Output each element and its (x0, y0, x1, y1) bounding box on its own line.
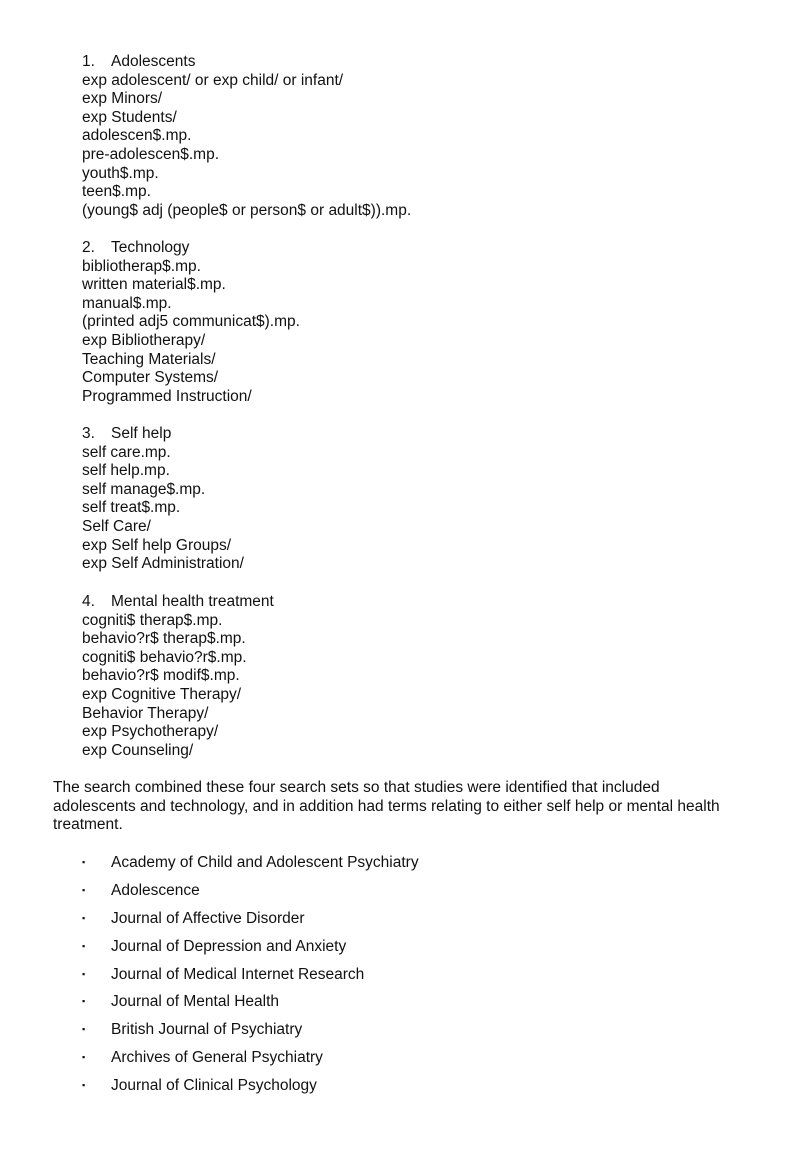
journal-name: Archives of General Psychiatry (111, 1049, 323, 1067)
search-summary-paragraph: The search combined these four search sets so that studies were identified that included adolescents and technology, and in addition had terms relating to either self help or mental health treatment. (53, 779, 720, 834)
search-term: exp Counseling/ (82, 741, 194, 759)
search-term: bibliotherap$.mp. (82, 257, 201, 275)
search-set-technology (82, 239, 300, 406)
search-term: exp Psychotherapy/ (82, 723, 219, 741)
journal-list-item (82, 936, 419, 964)
search-term: self treat$.mp. (82, 499, 181, 517)
search-term: pre-adolescen$.mp. (82, 145, 219, 163)
search-term: self manage$.mp. (82, 480, 206, 498)
bullet-square-icon: ▪ (82, 1024, 86, 1035)
bullet-square-icon: ▪ (82, 940, 86, 951)
search-term: exp Self Administration/ (82, 555, 244, 573)
search-set-title: Adolescents (111, 53, 196, 70)
search-term: self care.mp. (82, 443, 171, 461)
search-term: (printed adj5 communicat$).mp. (82, 313, 300, 331)
search-set-heading (82, 53, 411, 72)
search-term: Computer Systems/ (82, 369, 219, 387)
search-term: exp Bibliotherapy/ (82, 331, 206, 349)
journal-list-item (82, 880, 419, 908)
search-term: exp adolescent/ or exp child/ or infant/ (82, 71, 344, 89)
bullet-square-icon: ▪ (82, 857, 86, 867)
search-set-number: 4. (82, 593, 95, 610)
search-term: adolescen$.mp. (82, 127, 192, 145)
search-term: exp Self help Groups/ (82, 536, 232, 554)
search-term: youth$.mp. (82, 164, 159, 182)
search-term: Programmed Instruction/ (82, 387, 252, 405)
journal-name: Journal of Affective Disorder (111, 909, 305, 927)
search-term: Teaching Materials/ (82, 350, 216, 368)
journal-list-item (82, 964, 419, 992)
journal-name: Journal of Medical Internet Research (111, 965, 365, 983)
journal-name: Adolescence (111, 881, 200, 899)
search-term: (young$ adj (people$ or person$ or adult$)).mp. (82, 201, 412, 219)
search-set-adolescents (82, 53, 411, 220)
bullet-square-icon: ▪ (82, 1080, 86, 1091)
journal-name: Academy of Child and Adolescent Psychiatry (111, 854, 419, 871)
journal-list-item (82, 852, 419, 880)
journal-name: British Journal of Psychiatry (111, 1021, 303, 1039)
search-term: exp Students/ (82, 108, 177, 126)
search-set-title: Self help (111, 425, 172, 442)
search-term: behavio?r$ therap$.mp. (82, 630, 246, 648)
search-set-title: Mental health treatment (111, 593, 274, 610)
search-term: behavio?r$ modif$.mp. (82, 667, 240, 685)
search-term: cogniti$ behavio?r$.mp. (82, 648, 247, 666)
search-term: teen$.mp. (82, 183, 151, 201)
bullet-square-icon: ▪ (82, 884, 86, 895)
search-set-self-help (82, 425, 244, 574)
journal-list-item (82, 908, 419, 936)
search-term: cogniti$ therap$.mp. (82, 611, 223, 629)
journal-name: Journal of Depression and Anxiety (111, 937, 347, 955)
search-term: Self Care/ (82, 517, 151, 535)
journal-list-item (82, 1019, 419, 1047)
search-term: exp Minors/ (82, 90, 163, 108)
search-term: self help.mp. (82, 462, 170, 480)
search-term: exp Cognitive Therapy/ (82, 685, 242, 703)
bullet-square-icon: ▪ (82, 912, 86, 923)
search-term: Behavior Therapy/ (82, 704, 209, 722)
search-set-title: Technology (111, 239, 190, 256)
bullet-square-icon: ▪ (82, 1052, 86, 1063)
search-term: manual$.mp. (82, 294, 172, 312)
search-set-heading (82, 425, 244, 444)
search-set-number: 3. (82, 425, 95, 442)
journal-name: Journal of Clinical Psychology (111, 1077, 317, 1095)
journal-list-item (82, 1075, 419, 1103)
search-set-number: 2. (82, 239, 95, 256)
search-set-mental-health-treatment (82, 593, 274, 760)
journal-list-item (82, 991, 419, 1019)
journal-list (82, 852, 419, 1103)
bullet-square-icon: ▪ (82, 968, 86, 979)
journal-list-item (82, 1047, 419, 1075)
search-set-heading (82, 593, 274, 612)
journal-name: Journal of Mental Health (111, 993, 280, 1011)
search-set-heading (82, 239, 300, 258)
bullet-square-icon: ▪ (82, 996, 86, 1007)
search-term: written material$.mp. (82, 276, 226, 294)
search-set-number: 1. (82, 53, 95, 70)
